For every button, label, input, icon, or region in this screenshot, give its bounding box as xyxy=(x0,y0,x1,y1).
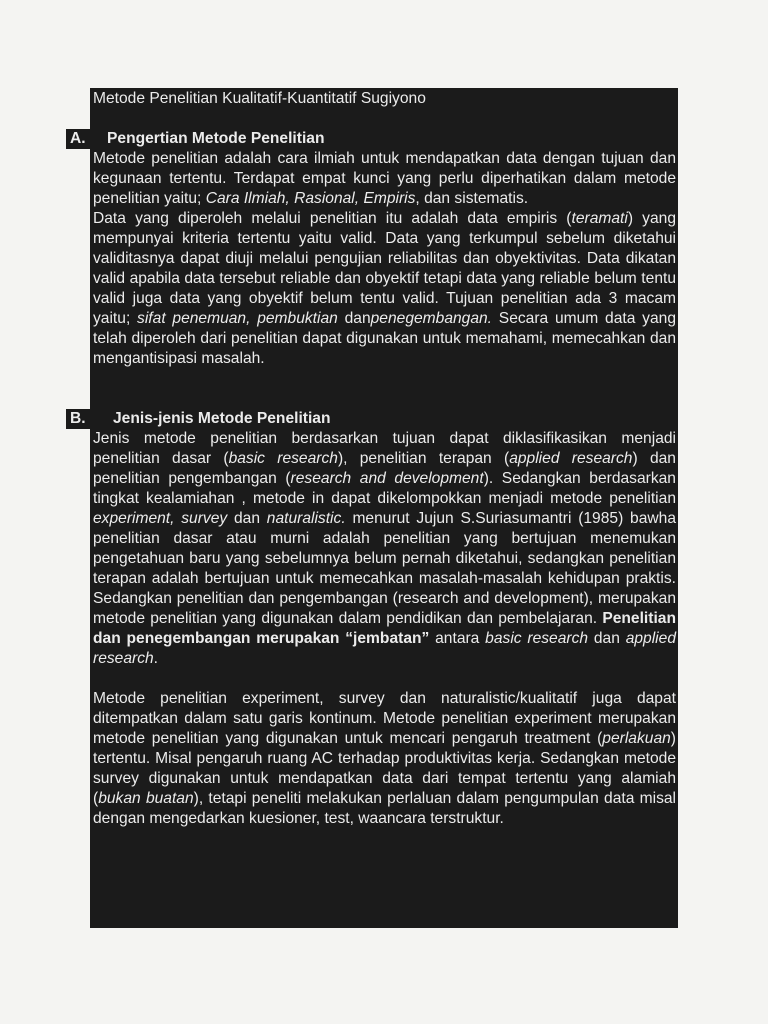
document-content xyxy=(70,89,677,829)
text-run: ). Sedangkan berdasarkan tingkat kealamiahan , metode in dapat dikelompokkan menjadi metode penelitian xyxy=(93,470,676,507)
section-b-heading xyxy=(70,409,676,429)
text-run: experiment, survey xyxy=(93,510,228,527)
text-run: applied research xyxy=(93,630,676,667)
section-b xyxy=(70,409,677,829)
text-run: Metode penelitian experiment, survey dan naturalistic/kualitatif juga dapat ditempatkan dalam satu garis kontinum. Metode penelitian experiment merupakan metode penelitian yang digunakan untuk mencari pengaruh treatment ( xyxy=(93,690,676,747)
text-run: dan xyxy=(337,310,371,327)
text-run: ) yang mempunyai kriteria tertentu yaitu valid. Data yang terkumpul sebelum diketahui validitasnya dapat diuji melalui pengujian reliabilitas dan obyektivitas. Data dikatan valid apabila data tersebut reliable dan obyektif tetapi data yang reliable belum tentu valid juga data yang obyektif belum tentu valid. Tujuan penelitian ada 3 macam yaitu; xyxy=(93,210,676,327)
text-run: basic research xyxy=(485,630,589,647)
text-run: dan xyxy=(588,630,626,647)
section-b-letter: B. xyxy=(66,409,92,429)
section-a-title: Pengertian Metode Penelitian xyxy=(107,130,325,147)
text-run: penegembangan. xyxy=(370,310,493,327)
text-run: teramati xyxy=(571,210,628,227)
section-b-paragraph-1 xyxy=(93,429,676,669)
section-a-paragraph-2 xyxy=(93,209,676,369)
text-run: applied research xyxy=(509,450,633,467)
section-a-heading xyxy=(70,129,676,149)
text-run: ), tetapi peneliti melakukan perlaluan dalam pengumpulan data misal dengan mengedarkan kuesioner, test, waancara terstruktur. xyxy=(93,790,677,827)
section-b-paragraph-2 xyxy=(93,689,676,829)
section-b-title: Jenis-jenis Metode Penelitian xyxy=(113,410,331,427)
text-run: Cara Ilmiah, Rasional, Empiris xyxy=(205,190,416,207)
section-a xyxy=(70,129,676,369)
text-run: perlakuan xyxy=(602,730,671,747)
text-run: Metode penelitian adalah cara ilmiah untuk mendapatkan data dengan tujuan dan kegunaan tertentu. Terdapat empat kunci yang perlu diperhatikan dalam metode penelitian yaitu; xyxy=(93,150,676,207)
text-run: Penelitian dan penegembangan merupakan “jembatan” xyxy=(93,610,676,647)
text-run: Secara umum data yang telah diperoleh dari penelitian dapat digunakan untuk memahami, memecahkan dan mengantisipasi masalah. xyxy=(93,310,676,367)
section-a-letter: A. xyxy=(66,129,92,149)
text-run: research and development xyxy=(290,470,484,487)
text-run: basic research xyxy=(228,450,338,467)
text-run: antara xyxy=(429,630,486,647)
text-run: sifat penemuan, pembuktian xyxy=(137,310,338,327)
document-title: Metode Penelitian Kualitatif-Kuantitatif Sugiyono xyxy=(93,90,426,107)
text-run: ) dan penelitian pengembangan ( xyxy=(93,450,676,487)
text-run: Data yang diperoleh melalui penelitian itu adalah data empiris ( xyxy=(93,210,572,227)
text-run: naturalistic. xyxy=(266,510,346,527)
text-run: ), penelitian terapan ( xyxy=(337,450,510,467)
text-run: bukan buatan xyxy=(98,790,194,807)
text-run: dan xyxy=(227,510,267,527)
text-run: , dan sistematis. xyxy=(415,190,529,207)
text-run: Jenis metode penelitian berdasarkan tujuan dapat diklasifikasikan menjadi penelitian dasar ( xyxy=(93,430,676,467)
text-run: ) tertentu. Misal pengaruh ruang AC terhadap produktivitas kerja. Sedangkan metode survey digunakan untuk mendapatkan data dari tempat tertentu yang alamiah ( xyxy=(93,730,676,807)
section-a-paragraph-1 xyxy=(93,149,676,209)
text-run: menurut Jujun S.Suriasumantri (1985) bawha penelitian dasar atau murni adalah penelitian yang bertujuan menemukan pengetahuan baru yang sebelumnya belum pernah diketahui, sedangkan penelitian terapan adalah bertujuan untuk memecahkan masalah-masalah kehidupan praktis. Sedangkan penelitian dan pengembangan (research and development), merupakan metode penelitian yang digunakan dalam pendidikan dan pembelajaran. xyxy=(93,510,677,627)
text-run: . xyxy=(153,650,159,667)
